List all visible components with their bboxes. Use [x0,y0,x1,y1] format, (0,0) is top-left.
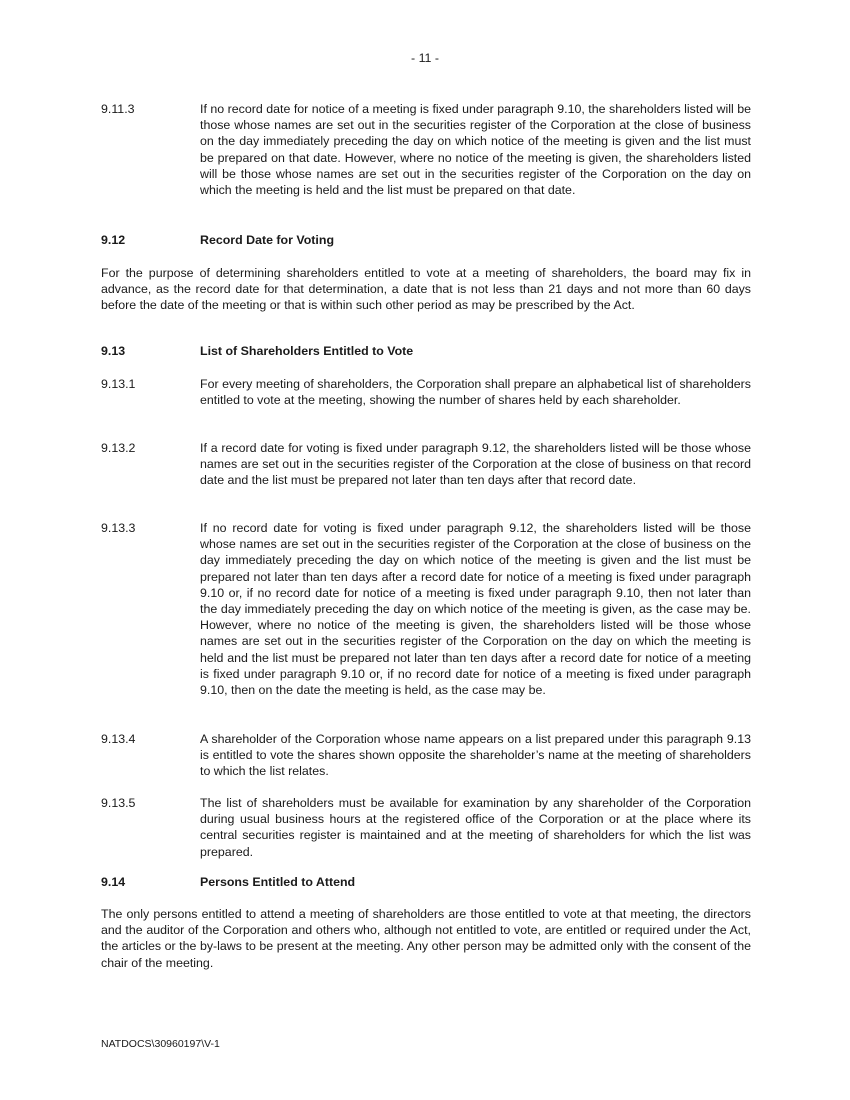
clause-text: For every meeting of shareholders, the Corporation shall prepare an alphabetical list of shareholders entitled to vote at the meeting, showing the number of shares held by each shareholder. [200,377,751,408]
clause-9-13-1 [101,376,751,408]
clause-number: 9.13.5 [101,796,136,810]
clause-text: If a record date for voting is fixed under paragraph 9.12, the shareholders listed will be those whose names are set out in the securities register of the Corporation at the close of business on that record date and the list must be prepared not later than ten days after that record date. [200,441,751,488]
clause-9-13-3 [101,520,751,698]
section-9-14-paragraph: The only persons entitled to attend a meeting of shareholders are those entitled to vote at that meeting, the directors and the auditor of the Corporation and others who, although not entitled to vote, are entitled or required under the Act, the articles or the by-laws to be present at the meeting. Any other person may be admitted only with the consent of the chair of the meeting. [101,907,751,970]
clause-number: 9.13.2 [101,441,136,455]
section-title: List of Shareholders Entitled to Vote [200,344,414,358]
clause-9-11-3 [101,101,751,198]
section-9-12-paragraph: For the purpose of determining shareholders entitled to vote at a meeting of shareholders, the board may fix in advance, as the record date for that determination, a date that is not less than 21 days and not more than 60 days before the date of the meeting or that is within such other period as may be prescribed by the Act. [101,266,751,313]
document-footer-id: NATDOCS\30960197\V-1 [101,1038,220,1050]
section-heading-9-12 [101,232,751,248]
clause-9-13-5 [101,795,751,860]
clause-number: 9.13.4 [101,732,136,746]
clause-number: 9.13.3 [101,521,136,535]
section-number: 9.14 [101,875,126,889]
clause-text: A shareholder of the Corporation whose name appears on a list prepared under this paragraph 9.13 is entitled to vote the shares shown opposite the shareholder’s name at the meeting of shareholders to which the list relates. [200,732,751,779]
section-heading-9-14 [101,874,751,890]
section-number: 9.12 [101,233,126,247]
clause-text: If no record date for voting is fixed under paragraph 9.12, the shareholders listed will be those whose names are set out in the securities register of the Corporation at the close of business on the day immediately preceding the day on which notice of the meeting is given and the list must be prepared not later than ten days after a record date for notice of a meeting is fixed under paragraph 9.10 or, if no record date for notice of a meeting is fixed under paragraph 9.10, then not later than the day immediately preceding the day on which notice of the meeting is given, as the case may be. However, where no notice of the meeting is given, the shareholders listed will be those whose names are set out in the securities register of the Corporation on the day on which the meeting is held and the list must be prepared not later than ten days after a record date for notice of a meeting is fixed under paragraph 9.10 or, if no record date for notice of a meeting is fixed under paragraph 9.10, then on the date the meeting is held, as the case may be. [200,521,751,698]
page-number: - 11 - [411,51,439,65]
clause-number: 9.13.1 [101,377,136,391]
section-title: Record Date for Voting [200,233,335,247]
clause-text: If no record date for notice of a meeting is fixed under paragraph 9.10, the shareholders listed will be those whose names are set out in the securities register of the Corporation at the close of business on the day immediately preceding the day on which notice of the meeting is given and the list must be prepared on that date. However, where no notice of the meeting is given, the shareholders listed will be those whose names are set out in the securities register of the Corporation on the day on which the meeting is held and the list must be prepared on that date. [200,102,751,198]
clause-9-13-4 [101,731,751,780]
section-title: Persons Entitled to Attend [200,875,356,889]
clause-9-13-2 [101,440,751,489]
section-heading-9-13 [101,343,751,359]
clause-text: The list of shareholders must be available for examination by any shareholder of the Corporation during usual business hours at the registered office of the Corporation or at the place where its central securities register is maintained and at the meeting of shareholders for which the list was prepared. [200,796,751,859]
section-number: 9.13 [101,344,126,358]
clause-number: 9.11.3 [101,102,135,116]
